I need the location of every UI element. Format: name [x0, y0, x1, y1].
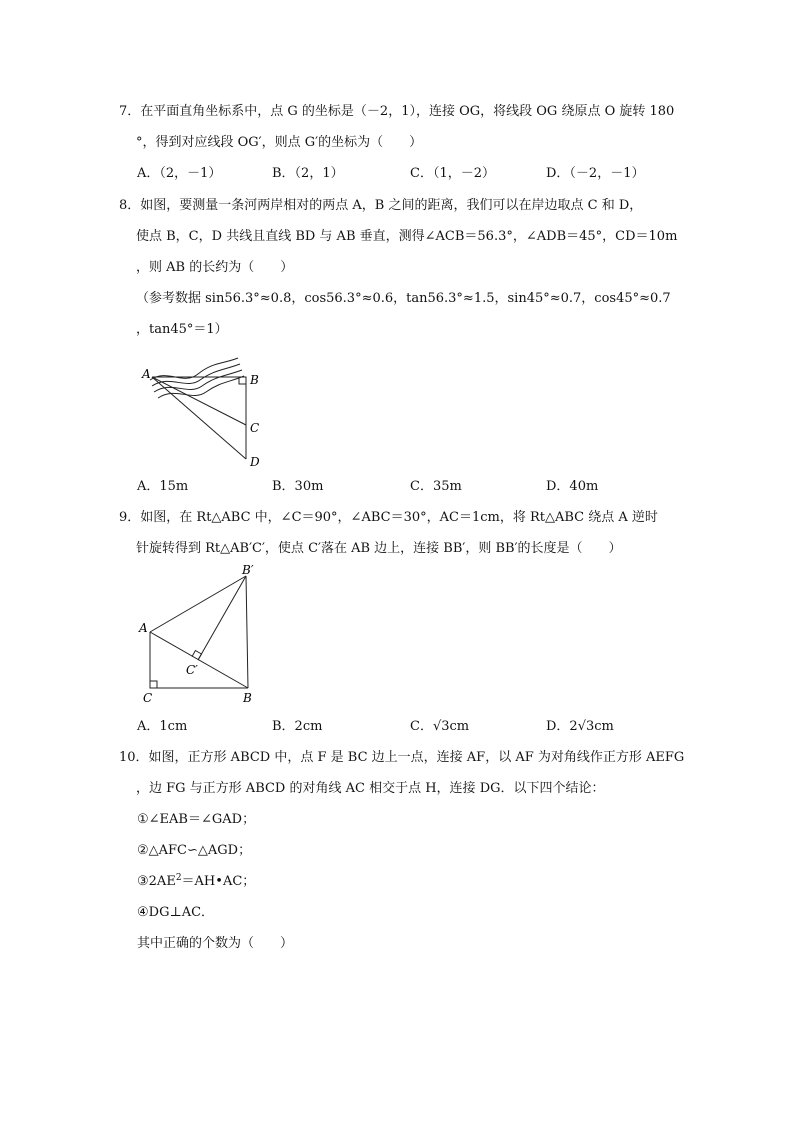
q10-c3-pre: ③2AE: [137, 874, 176, 889]
q8-stem-line3: ，则 AB 的长约为（ ）: [136, 260, 294, 275]
q8-label-c: C: [250, 421, 260, 435]
q10-c3-superscript: 2: [175, 873, 182, 883]
q8-river-figure: [138, 346, 268, 471]
q9-label-c-prime: C′: [186, 663, 198, 677]
q9-option-c: C．√3cm: [410, 719, 470, 734]
q8-label-a: A: [142, 367, 151, 381]
q7-stem-line2: °，得到对应线段 OG′，则点 G′的坐标为（ ）: [136, 135, 423, 150]
q8-reference-line2: ，tan45°＝1）: [136, 322, 228, 337]
q10-conclusion-2: ②△AFC∽△AGD；: [137, 843, 252, 858]
q8-label-d: D: [250, 455, 260, 469]
q10-conclusion-3: [137, 873, 255, 892]
q8-option-c: C．35m: [410, 479, 462, 494]
q9-label-a: A: [139, 621, 148, 635]
q9-label-b-prime: B′: [242, 563, 254, 577]
q8-stem-line2: 使点 B，C，D 共线且直线 BD 与 AB 垂直，测得∠ACB＝56.3°，∠ADB＝45°，CD＝10m: [136, 229, 678, 244]
q10-question: 其中正确的个数为（ ）: [137, 936, 294, 951]
q9-option-d: D．2√3cm: [546, 719, 614, 734]
q8-option-d: D．40m: [546, 479, 599, 494]
q8-stem-line1: 8．如图，要测量一条河两岸相对的两点 A，B 之间的距离，我们可以在岸边取点 C 和 D，: [119, 198, 643, 213]
q10-conclusion-1: ①∠EAB＝∠GAD；: [137, 812, 256, 827]
q9-label-b: B: [243, 691, 252, 705]
q7-option-c: C．（1，－2）: [410, 166, 495, 181]
q8-reference-line1: （参考数据 sin56.3°≈0.8，cos56.3°≈0.6，tan56.3°≈1.5，sin45°≈0.7，cos45°≈0.7: [136, 291, 671, 306]
q9-stem-line2: 针旋转得到 Rt△AB′C′，使点 C′落在 AB 边上，连接 BB′，则 BB′的长度是（ ）: [136, 541, 622, 556]
q9-rotation-figure: [136, 562, 266, 710]
q10-c3-post: ＝AH•AC；: [181, 874, 256, 889]
q10-stem-line1: 10．如图，正方形 ABCD 中，点 F 是 BC 边上一点，连接 AF，以 AF 为对角线作正方形 AEFG: [119, 750, 685, 765]
q9-option-b: B．2cm: [272, 719, 323, 734]
q9-option-a: A．1cm: [137, 719, 188, 734]
q8-label-b: B: [250, 373, 259, 387]
q10-conclusion-4: ④DG⊥AC．: [137, 905, 215, 920]
q7-option-d: D．（－2，－1）: [546, 166, 645, 181]
q9-stem-line1: 9．如图，在 Rt△ABC 中，∠C＝90°，∠ABC＝30°，AC＝1cm，将 Rt△ABC 绕点 A 逆时: [119, 510, 658, 525]
q7-stem-line1: 7．在平面直角坐标系中，点 G 的坐标是（－2，1），连接 OG，将线段 OG 绕原点 O 旋转 180: [119, 104, 675, 119]
q8-option-a: A．15m: [137, 479, 189, 494]
q9-label-c: C: [143, 691, 153, 705]
q7-option-b: B．（2，1）: [272, 166, 344, 181]
q8-option-b: B．30m: [272, 479, 324, 494]
q10-stem-line2: ，边 FG 与正方形 ABCD 的对角线 AC 相交于点 H，连接 DG．以下四个结论：: [136, 781, 605, 796]
q7-option-a: A．（2，－1）: [137, 166, 222, 181]
